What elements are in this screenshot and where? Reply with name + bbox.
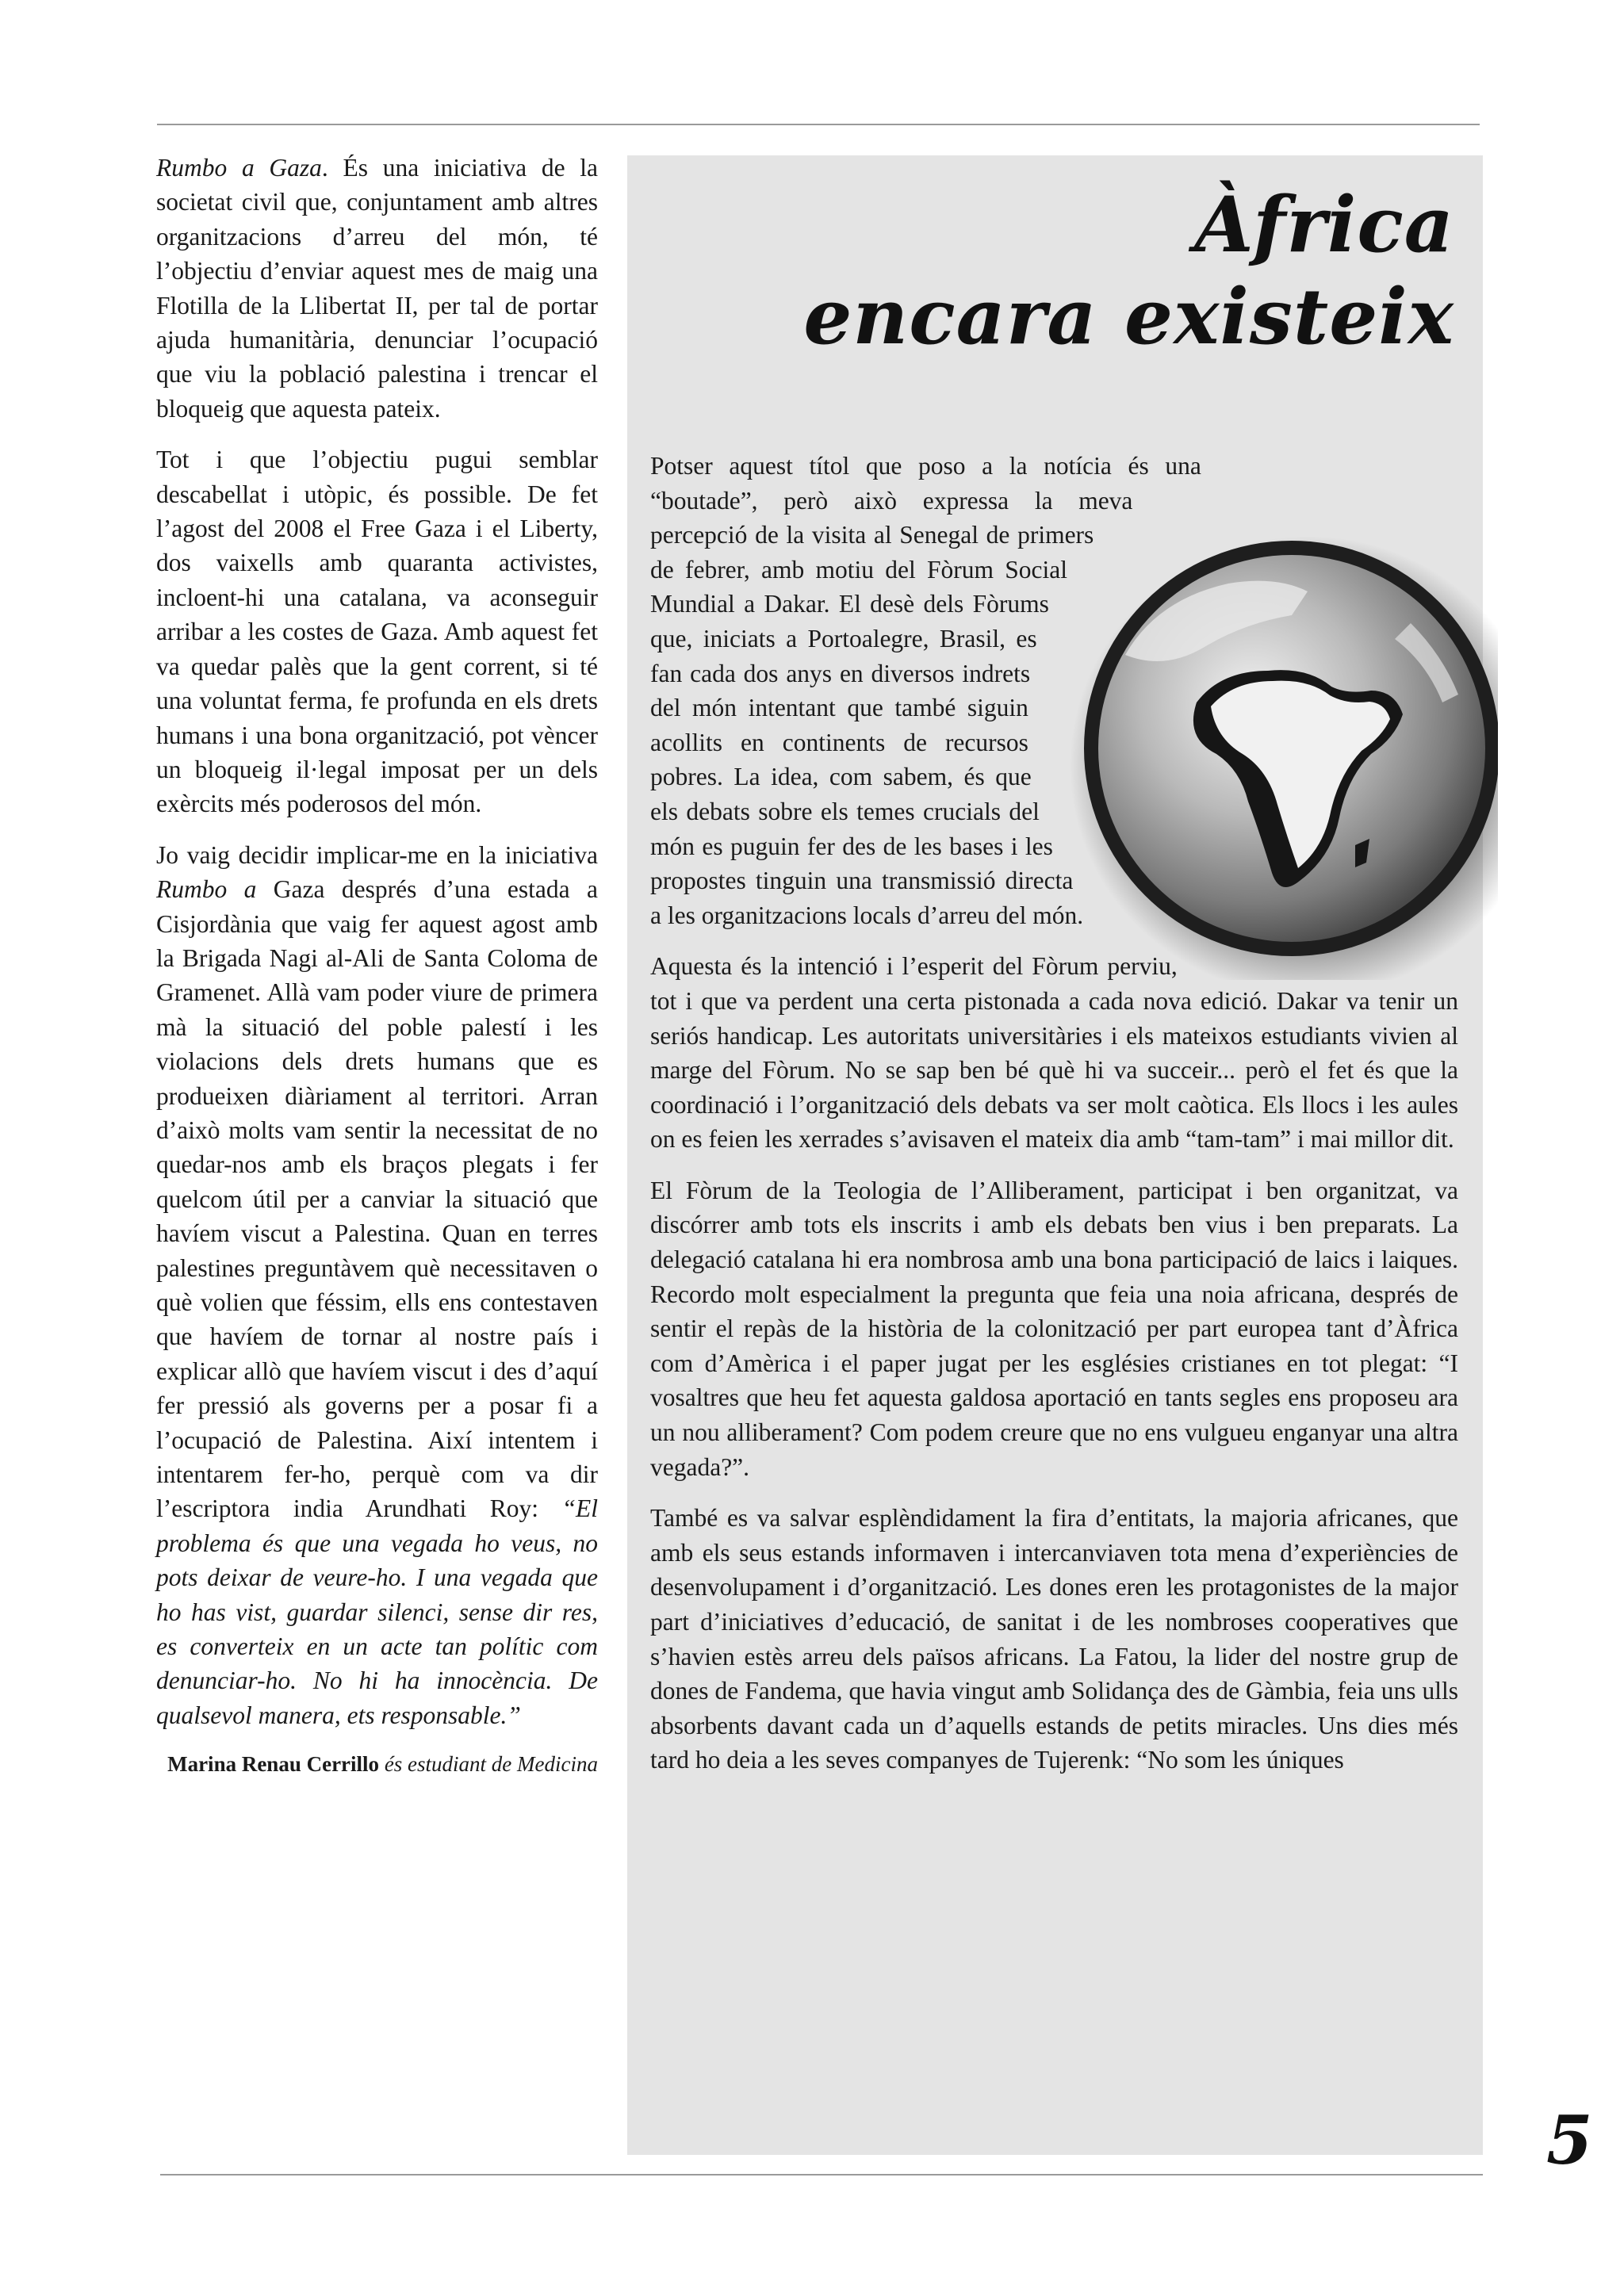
rumbo-a-gaza-title: Rumbo a Gaza xyxy=(156,154,322,182)
bottom-rule xyxy=(160,2174,1483,2175)
article-box xyxy=(627,155,1483,2155)
article-title: Àfrica encara existeix xyxy=(803,180,1454,362)
left-paragraph-1: Rumbo a Gaza. És una iniciativa de la societat civil que, conjuntament amb altres organitzacions d’arreu del món, té l’objectiu d’enviar aquest mes de maig una Flotilla de la Llibertat II, per tal de portar ajuda humanitària, denunciar l’ocupació que viu la població palestina i trencar el bloqueig que aquesta pateix. xyxy=(156,154,598,423)
globe-africa-icon xyxy=(998,504,1474,964)
author-role: és estudiant de Medicina xyxy=(379,1752,598,1777)
left-paragraph-2: Tot i que l’objectiu pugui semblar descabellat i utòpic, és possible. De fet l’agost del 2008 el Free Gaza i el Liberty, dos vaixells amb quaranta activistes, incloent-hi una catalana, va aconseguir arribar a les costes de Gaza. Amb aquest fet va quedar palès que la gent corrent, si té una voluntat ferma, fe profunda en els drets humans i una bona organització, pot vèncer un bloqueig il·legal imposat per un dels exèrcits més poderosos del món. xyxy=(156,446,598,818)
article-paragraph-2: Aquesta és la intenció i l’esperit del Fòrum perviu, tot i que va perdent una certa pistonada a cada nova edició. Dakar va tenir un seriós handicap. Les autoritats universitàries i els mateixos estudiants vivien al marge del Fòrum. No se sap ben bé què hi va succeir... però el fet és que la coordinació i l’organització dels debats va ser molt caòtica. Els llocs i les aules on es feien les xerrades s’avisaven el mateix dia amb “tam-tam” i mai millor dit. xyxy=(650,952,1458,1154)
article-paragraph-1: Potser aquest títol que poso a la notícia és una “boutade”, però això expressa la meva percepció de la visita al Senegal de primers de febrer, amb motiu del Fòrum Social Mundial a Dakar. El desè dels Fòrums que, iniciats a Portoalegre, Brasil, es fan cada dos anys en diversos indrets del món intentant que també siguin acollits en continents de recursos pobres. La idea, com sabem, és que els debats sobre els temes crucials del món es puguin fer des de les bases i les propostes tinguin una transmissió directa a les organitzacions locals d’arreu del món. xyxy=(650,452,1201,929)
left-column xyxy=(156,151,598,1780)
author-name: Marina Renau Cerrillo xyxy=(167,1752,380,1777)
article-paragraph-4: També es va salvar esplèndidament la fira d’entitats, la majoria africanes, que amb els seus estands informaven i intercanviaven tota mena d’experiències de desenvolupament i d’organització. Les dones eren les protagonistes de la major part d’iniciatives d’educació, de sanitat i de les nombroses cooperatives que s’havien estès arreu dels països africans. La Fatou, la lider del nostre grup de dones de Fandema, que havia vingut amb Solidança des de Gàmbia, feia uns ulls absorbents davant cada un d’aquells estands de petits miracles. Uns dies més tard ho deia a les seves companyes de Tujerenk: “No som les úniques xyxy=(650,1504,1458,1774)
author-signature xyxy=(156,1749,598,1780)
roy-quote: “El problema és que una vegada ho veus, no pots deixar de veure-ho. I una vegada que ho has vist, guardar silenci, sense dir res, es converteix en un acte tan polític com denunciar-ho. No hi ha innocència. De qualsevol manera, ets responsable.” xyxy=(156,1494,598,1729)
page-number: 5 xyxy=(1546,2101,1593,2179)
article-paragraph-3: El Fòrum de la Teologia de l’Alliberament, participat i ben organitzat, va discórrer amb tots els inscrits i amb els debats ben vius i ben preparats. La delegació catalana hi era nombrosa amb una bona participació de laics i laiques. Recordo molt especialment la pregunta que feia una noia africana, després de sentir el repàs de la història de la colonització per part europea tant d’Àfrica com d’Amèrica i el paper jugat per les esglésies cristianes en tot plegat: “I vosaltres que heu fet aquesta galdosa aportació en tants segles ens proposeu ara un nou alliberament? Com podem creure que no ens vulgueu enganyar una altra vegada?”. xyxy=(650,1176,1458,1481)
article-body xyxy=(650,449,1458,1794)
left-paragraph-3: Jo vaig decidir implicar-me en la iniciativa Rumbo a Gaza després d’una estada a Cisjordània que vaig fer aquest agost amb la Brigada Nagi al-Ali de Santa Coloma de Gramenet. Allà vam poder viure de primera mà la situació del poble palestí i les violacions dels drets humans que es produeixen diàriament al territori. Arran d’això molts vam sentir la necessitat de no quedar-nos amb els braços plegats i fer quelcom útil per a canviar la situació que havíem viscut a Palestina. Quan en terres palestines preguntàvem què necessitaven o què volien que féssim, ells ens contestaven que havíem de tornar al nostre país i explicar allò que havíem viscut i des d’aquí fer pressió als governs per a posar fi a l’ocupació de Palestina. Així intentem i intentarem fer-ho, perquè com va dir l’escriptora india Arundhati Roy: “El problema és que una vegada ho veus, no pots deixar de veure-ho. I una vegada que ho has vist, guardar silenci, sense dir res, es converteix en un acte tan polític com denunciar-ho. No hi ha innocència. De qualsevol manera, ets responsable.” xyxy=(156,840,598,1729)
top-rule xyxy=(157,124,1480,125)
